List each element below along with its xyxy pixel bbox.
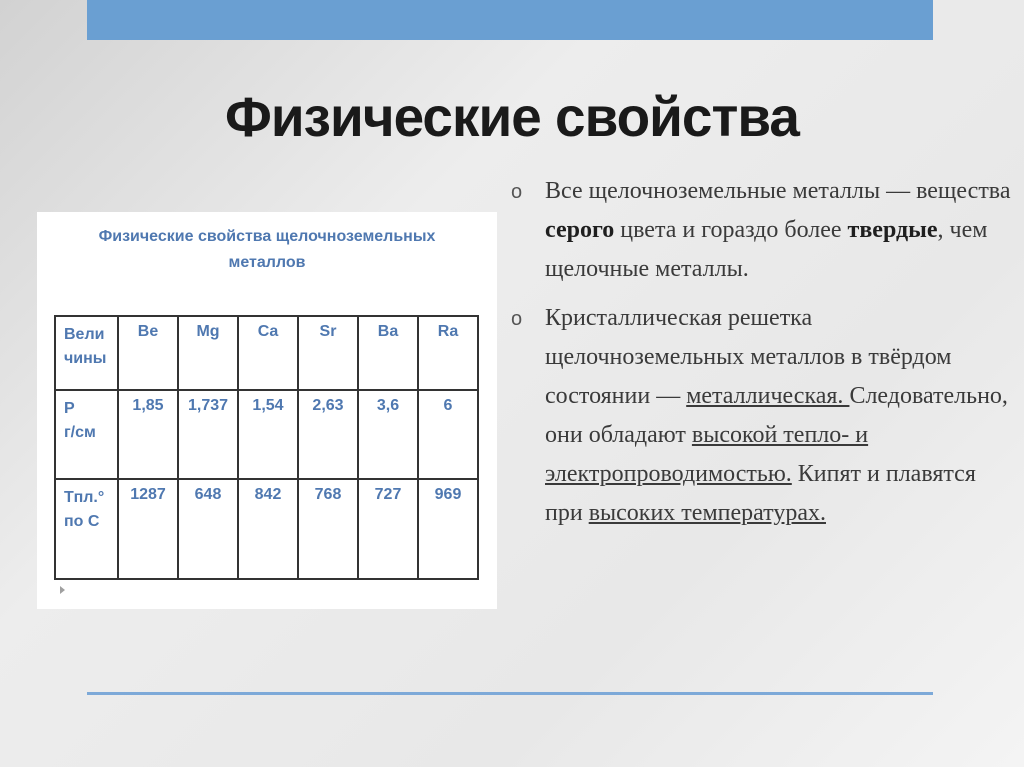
properties-table [54,315,479,580]
bottom-divider-line [87,692,933,695]
label-line: Тпл.° [64,489,105,506]
metal-ba: Ba [358,316,418,390]
underlined-metallic: металлическая. [686,383,850,409]
bold-word-gray: серого [545,217,615,243]
table-heading-line1: Физические свойства щелочноземельных [98,228,436,245]
density-ca: 1,54 [238,390,298,479]
label-line: чины [64,350,107,367]
metal-mg: Mg [178,316,238,390]
play-triangle-icon [60,586,65,594]
row-label-quantities [55,316,118,390]
bullet-text: цвета и гораздо более [614,217,848,243]
metal-ra: Ra [418,316,478,390]
melting-ba: 727 [358,479,418,579]
underlined-high-temperatures: высоких температурах. [588,500,826,526]
bullet-text: Кристаллическая решетка щелочноземельных металлов в твёрдом состоянии — [545,305,952,409]
label-line: Р [64,400,75,417]
table-row-header [55,316,478,390]
label-line: г/см [64,424,96,441]
melting-be: 1287 [118,479,178,579]
melting-mg: 648 [178,479,238,579]
bullet-marker-icon: o [511,308,523,330]
density-be: 1,85 [118,390,178,479]
density-ra: 6 [418,390,478,479]
table-row-melting [55,479,478,579]
metal-sr: Sr [298,316,358,390]
table-heading-line2: металлов [228,254,306,271]
bullet-text: Следовательно, они обладают [545,383,1008,448]
melting-ca: 842 [238,479,298,579]
bullet-list [503,172,1013,533]
density-mg: 1,737 [178,390,238,479]
table-heading [37,224,497,276]
bullet-item-lattice [503,299,1013,533]
bullet-text: Кипят и плавятся при [545,461,976,526]
density-sr: 2,63 [298,390,358,479]
metal-ca: Ca [238,316,298,390]
slide-title: Физические свойства [225,85,799,148]
row-label-melting [55,479,118,579]
bullet-text: Все щелочноземельные металлы — вещества [545,178,1011,204]
bullet-marker-icon: o [511,181,523,203]
top-accent-bar [87,0,933,40]
label-line: по С [64,513,100,530]
label-line: Вели [64,326,105,343]
underlined-conductivity: высокой тепло- и электропроводимостью. [545,422,869,487]
melting-sr: 768 [298,479,358,579]
metal-be: Be [118,316,178,390]
density-ba: 3,6 [358,390,418,479]
row-label-density [55,390,118,479]
table-image-panel [37,212,497,609]
bold-word-hard: твердые [847,217,938,243]
bullet-item-color [503,172,1013,289]
table-row-density [55,390,478,479]
melting-ra: 969 [418,479,478,579]
bullet-text: , чем щелочные металлы. [545,217,988,282]
